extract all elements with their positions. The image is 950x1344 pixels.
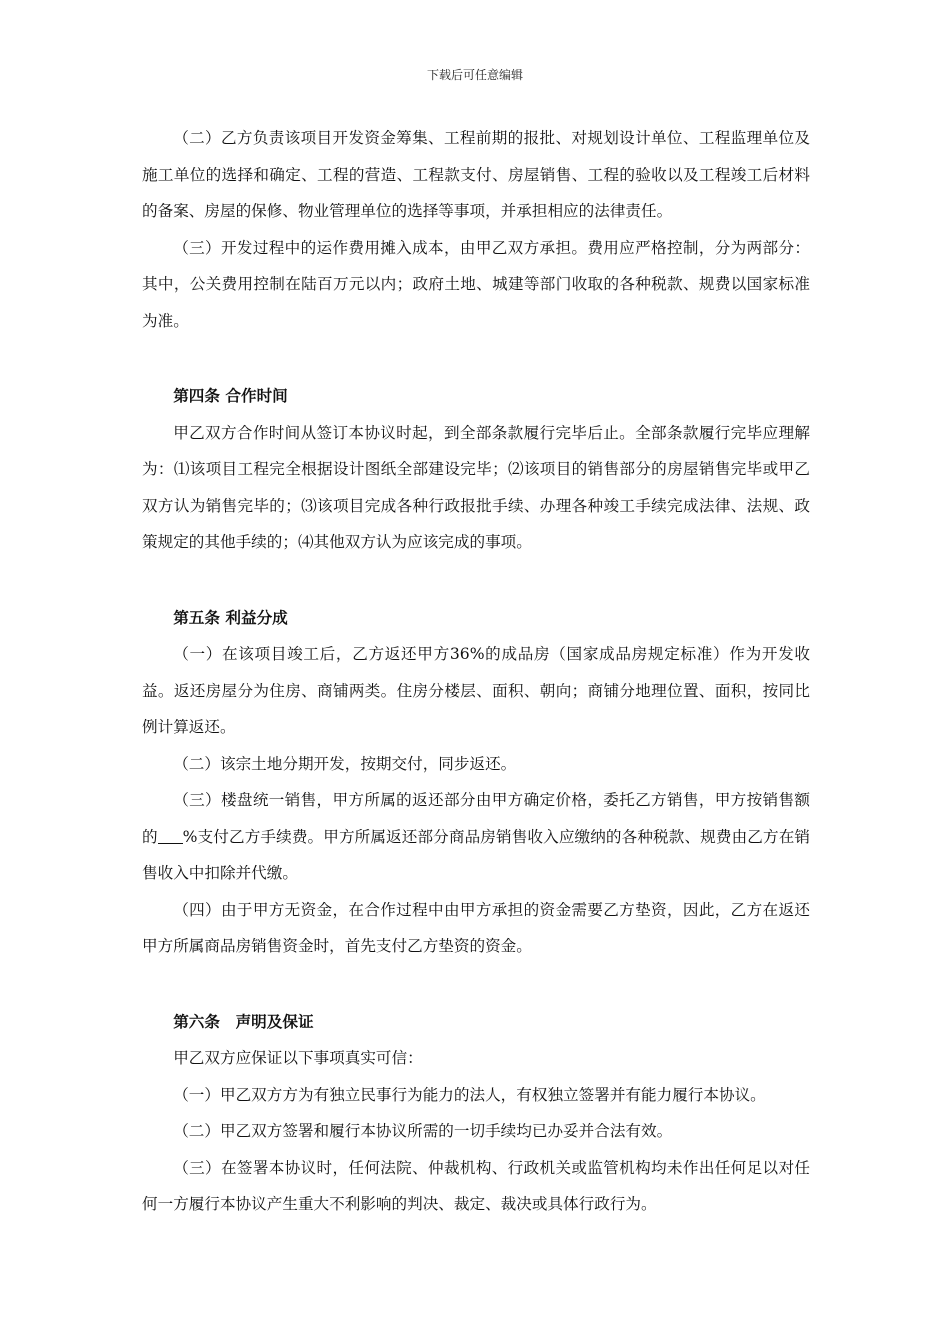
page-header: 下载后可任意编辑 (426, 68, 523, 82)
section6-paragraph-3: （三）在签署本协议时，任何法院、仲裁机构、行政机关或监管机构均未作出任何足以对任何一方履行本协议产生重大不利影响的判决、裁定、裁决或具体行政行为。 (142, 1158, 810, 1213)
fill-in-blank (158, 827, 183, 844)
section6-title: 第六条 声明及保证 (173, 1011, 314, 1031)
section5-paragraph-4: （四）由于甲方无资金，在合作过程中由甲方承担的资金需要乙方垫资，因此，乙方在返还甲方所属商品房销售资金时，首先支付乙方垫资的资金。 (142, 900, 810, 955)
section5-paragraph-3-before: （三）楼盘统一销售，甲方所属的返还部分由甲方确定价格，委托乙方销售，甲方按销售额的 (142, 791, 810, 846)
section6-paragraph-1: （一）甲乙双方方为有独立民事行为能力的法人，有权独立签署并有能力履行本协议。 (173, 1085, 766, 1104)
section5-paragraph-3-after: %支付乙方手续费。甲方所属返还部分商品房销售收入应缴纳的各种税款、规费由乙方在销售收入中扣除并代缴。 (142, 827, 810, 882)
section6-paragraph-2: （二）甲乙双方签署和履行本协议所需的一切手续均已办妥并合法有效。 (173, 1122, 673, 1140)
section-gap (142, 339, 810, 378)
document-body (142, 120, 810, 1223)
section5-title: 第五条 利益分成 (173, 607, 288, 627)
section6-intro: 甲乙双方应保证以下事项真实可信： (173, 1049, 423, 1067)
section5-paragraph-1: （一）在该项目竣工后，乙方返还甲方36%的成品房（国家成品房规定标准）作为开发收益。返还房屋分为住房、商铺两类。住房分楼层、面积、朝向；商铺分地理位置、面积，按同比例计算返还。 (142, 645, 810, 736)
section-gap (142, 561, 810, 600)
section4-paragraph-1: 甲乙双方合作时间从签订本协议时起，到全部条款履行完毕后止。全部条款履行完毕应理解为：⑴该项目工程完全根据设计图纸全部建设完毕；⑵该项目的销售部分的房屋销售完毕或甲乙双方认为销售完毕的；⑶该项目完成各种行政报批手续、办理各种竣工手续完成法律、法规、政策规定的其他手续的；⑷其他双方认为应该完成的事项。 (142, 423, 810, 551)
section5-paragraph-3 (142, 782, 810, 892)
section-gap (142, 965, 810, 1004)
section3-paragraph-3: （三）开发过程中的运作费用摊入成本，由甲乙双方承担。费用应严格控制，分为两部分：其中，公关费用控制在陆百万元以内；政府土地、城建等部门收取的各种税款、规费以国家标准为准。 (142, 238, 810, 330)
section4-title: 第四条 合作时间 (173, 386, 288, 405)
section3-paragraph-2: （二）乙方负责该项目开发资金筹集、工程前期的报批、对规划设计单位、工程监理单位及施工单位的选择和确定、工程的营造、工程款支付、房屋销售、工程的验收以及工程竣工后材料的备案、房屋的保修、物业管理单位的选择等事项，并承担相应的法律责任。 (142, 129, 810, 220)
section5-paragraph-2: （二）该宗土地分期开发，按期交付，同步返还。 (173, 754, 517, 773)
